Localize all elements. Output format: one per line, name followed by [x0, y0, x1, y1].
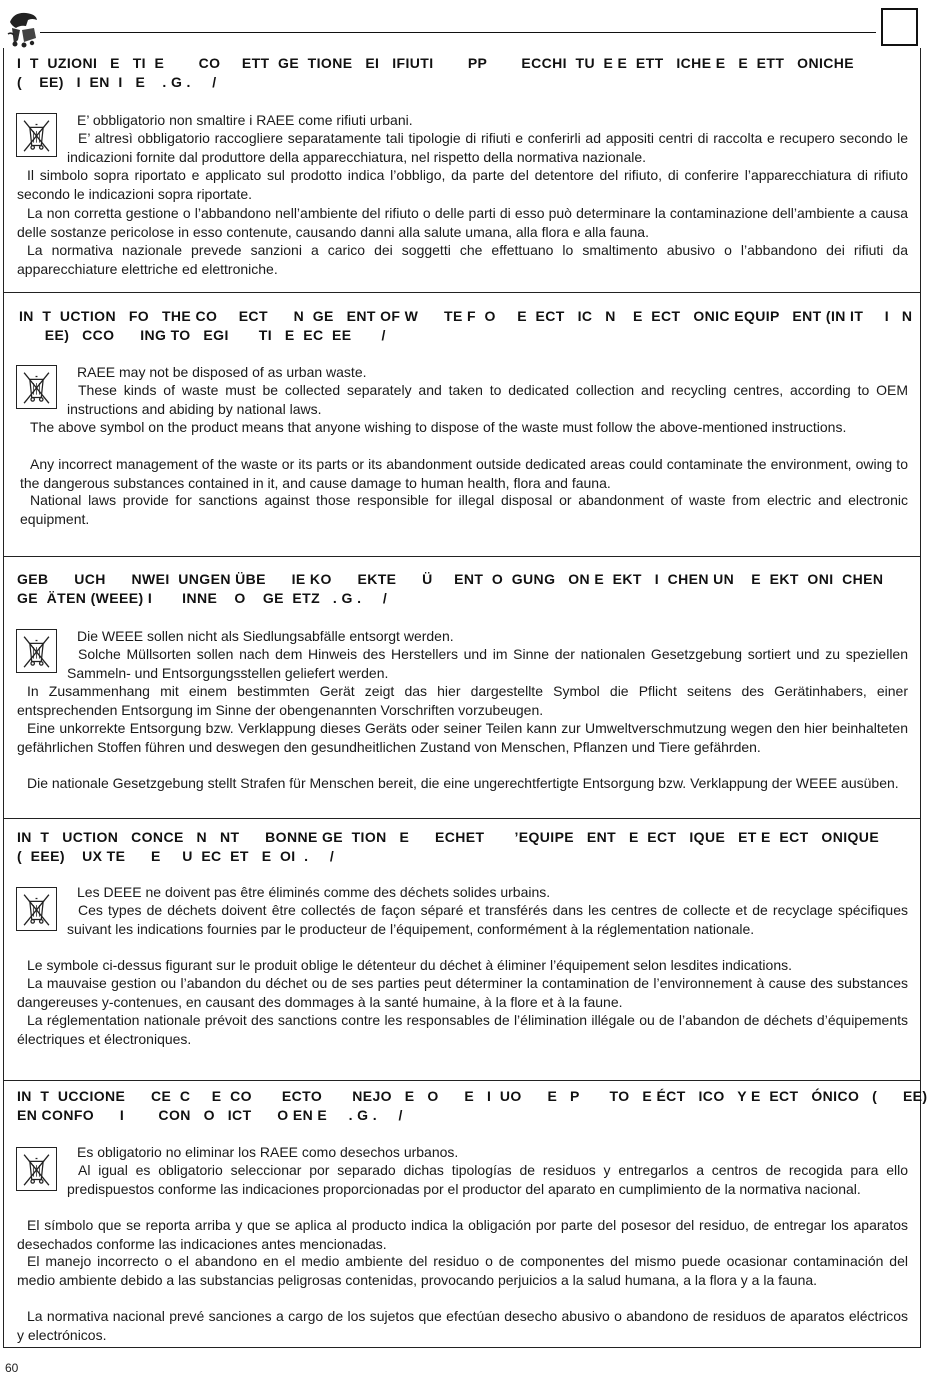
section-heading: GEB UCH NWEI UNGEN ÜBE IE KO EKTE Ü ENT O GUNG ON E EKT I CHEN UN E EKT ONI CHEN GE ÄTEN (WEEE) I INNE O GE ETZ . G . /: [17, 571, 884, 606]
content-frame: [3, 48, 928, 1348]
section-german: [4, 556, 920, 819]
paragraph: Le symbole ci-dessus figurant sur le produit oblige le détenteur du déchet à éliminer l’équipement selon lesdites indications.: [27, 957, 792, 973]
paragraph: The above symbol on the product means that anyone wishing to dispose of the waste must follow the above-mentioned instructions.: [30, 419, 847, 435]
paragraph: In Zusammenhang mit einem bestimmten Gerät zeigt das hier dargestellte Symbol die Pflicht seitens des Gerätinhabers, einer entsprechenden Entsorgung im Sinne der obengenannten Vorschriften vorzubeugen.: [17, 683, 908, 718]
paragraph: These kinds of waste must be collected separately and taken to dedicated collection and recycling centres, according to OEM instructions and abiding by national laws.: [67, 382, 908, 417]
section-heading: IN T UCTION FO THE CO ECT N GE ENT OF W TE F O E ECT IC N E ECT ONIC EQUIP ENT (IN IT I N EE) CCO ING TO EGI TI E EC EE /: [19, 308, 913, 343]
paragraph: La normativa nazionale prevede sanzioni a carico dei soggetti che effettuano lo smaltimento abusivo o l’abbandono dei rifiuti da apparecchiature elettriche ed elettroniche.: [17, 242, 908, 277]
section-heading: IN T UCTION CONCE N NT BONNE GE TION E ECHET ’EQUIPE ENT E ECT IQUE ET E ECT ONIQUE ( EEE) UX TE E U EC ET E OI . /: [17, 829, 880, 864]
paragraph: Les DEEE ne doivent pas être éliminés comme des déchets solides urbains.: [77, 884, 551, 900]
paragraph: Il simbolo sopra riportato e applicato sul prodotto indica l’obbligo, da parte del detentore del rifiuto, di conferire l’apparecchiatura di rifiuto secondo le indicazioni sopra riportate.: [17, 167, 908, 202]
paragraph: Die WEEE sollen nicht als Siedlungsabfälle entsorgt werden.: [77, 628, 454, 644]
section-italian: [4, 48, 920, 293]
paragraph: La réglementation nationale prévoit des sanctions contre les responsables de l’élimination illégale ou de l’abandon de déchets d’équipements électriques et électroniques.: [17, 1012, 908, 1047]
paragraph: La mauvaise gestion ou l’abandon du déchet ou de ses parties peut déterminer la contamination de l’environnement à cause des substances dangereuses y-contenues, en causant des dommages à la santé humaine, à la flore et à la faune.: [17, 975, 908, 1010]
paragraph: Al igual es obligatorio seleccionar por separado dichas tipologías de residuos y entregarlos a centros de recogida para ello predispuestos conforme las indicaciones proporcionadas por el productor del aparato en cumplimiento de la normativa nacional.: [67, 1162, 908, 1197]
paragraph: Die nationale Gesetzgebung stellt Strafen für Menschen bereit, die eine ungerechtfertigte Entsorgung bzw. Verklappung der WEEE ausüben.: [27, 775, 899, 791]
corner-box: [881, 8, 918, 46]
paragraph: El símbolo que se reporta arriba y que se aplica al producto indica la obligación por parte del posesor del residuo, de entregar los aparatos desechados conforme las indicaciones antes mencionadas.: [17, 1217, 908, 1252]
paragraph: Eine unkorrekte Entsorgung bzw. Verklappung dieses Geräts oder seiner Teilen kann zur Umweltverschmutzung wegen den hier beinhalteten gefährlichen Stoffen führen und deswegen den gesundheitlichen Zustand von Menschen, Pflanzen und Tiere gefährden.: [17, 720, 908, 755]
section-spanish: [4, 1080, 928, 1348]
page-number: 60: [5, 1361, 19, 1375]
paragraph: Solche Müllsorten sollen nach dem Hinweis des Herstellers und im Sinne der nationalen Gesetzgebung sortiert und zu speziellen Sammeln- und Entsorgungsstellen geliefert werden.: [67, 646, 908, 681]
section-heading: I T UZIONI E TI E CO ETT GE TIONE EI IFIUTI PP ECCHI TU E E ETT ICHE E E ETT ONICHE ( EE) I EN I E . G . /: [17, 55, 855, 90]
section-french: [4, 818, 920, 1080]
paragraph: Ces types de déchets doivent être collectés de façon séparé et transférés dans les centres de collecte et de recyclage spécifiques suivant les indications fournies par le producteur de l’équipement, conformément à la réglementation nationale.: [67, 902, 908, 937]
paragraph: Any incorrect management of the waste or its parts or its abandonment outside dedicated areas could contaminate the environment, owing to the dangerous substances contained in it, and cause damage to human health, flora and fauna.: [20, 456, 908, 491]
paragraph: RAEE may not be disposed of as urban waste.: [77, 364, 367, 380]
section-english: [4, 292, 920, 556]
paragraph: E’ obbligatorio non smaltire i RAEE come rifiuti urbani.: [77, 112, 413, 128]
section-heading: IN T UCCIONE CE C E CO ECTO NEJO E O E I UO E P TO E ÉCT ICO Y E ECT ÓNICO ( EE) EN CONFO I CON O ICT O EN E . G . /: [17, 1088, 928, 1123]
paragraph: El manejo incorrecto o el abandono en el medio ambiente del residuo o de componentes del mismo puede ocasionar contaminación del medio ambiente debido a las substancias peligrosas contenidas, provocando perjuicios a la salud humana, a la flora y a la fauna.: [17, 1253, 908, 1288]
brand-logo-icon: [6, 8, 40, 48]
paragraph: National laws provide for sanctions against those responsible for illegal disposal or abandonment of waste from electric and electronic equipment.: [20, 492, 908, 527]
paragraph: E’ altresì obbligatorio raccogliere separatamente tali tipologie di rifiuti e conferirli ad appositi centri di raccolta e recupero secondo le indicazioni fornite dal produttore della apparecchiatura, nel rispetto della normativa nazionale.: [67, 130, 908, 165]
header-rule: [40, 32, 876, 33]
paragraph: La non corretta gestione o l’abbandono nell’ambiente del rifiuto o delle parti di esso può determinare la contaminazione dell’ambiente a causa delle sostanze pericolose in esso contenute, causando danni alla salute umana, alla flora e alla fauna.: [17, 205, 908, 240]
paragraph: La normativa nacional prevé sanciones a cargo de los sujetos que efectúan desecho abusivo o abandono de residuos de aparatos eléctricos y electrónicos.: [17, 1308, 908, 1343]
paragraph: Es obligatorio no eliminar los RAEE como desechos urbanos.: [77, 1144, 459, 1160]
